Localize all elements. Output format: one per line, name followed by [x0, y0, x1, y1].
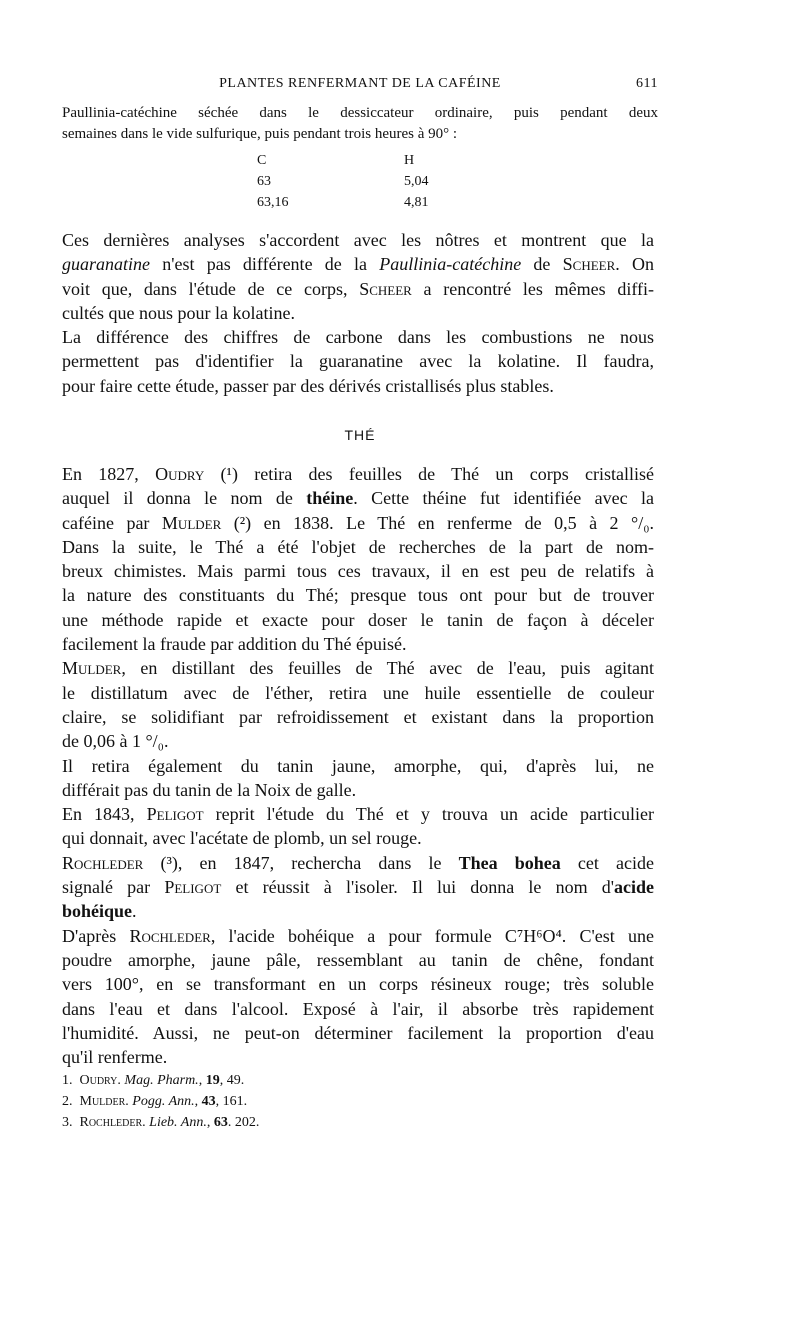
- text-line: vers 100°, en se transformant en un corps résineux rouge; très soluble: [62, 974, 654, 995]
- text-line: En 1827, Oudry (¹) retira des feuilles de Thé un corps cristallisé: [62, 464, 654, 484]
- paragraph: [62, 754, 654, 803]
- table-cell: 4,81: [404, 194, 429, 210]
- running-header: [62, 76, 658, 98]
- text-line: semaines dans le vide sulfurique, puis pendant trois heures à 90° :: [62, 126, 458, 142]
- text-line: dans l'eau et dans l'alcool. Exposé à l'air, il absorbe très rapidement: [62, 998, 654, 1019]
- section-heading: THÉ: [344, 427, 376, 443]
- text-line: signalé par Peligot et réussit à l'isoler. Il lui donna le nom d'acide: [62, 877, 655, 898]
- text-line: breux chimistes. Mais parmi tous ces travaux, il en est peu de relatifs à: [62, 561, 654, 582]
- text-line: guaranatine n'est pas différente de la Paullinia-catéchine de Scheer. On: [62, 254, 654, 275]
- text-line: facilement la fraude par addition du Thé épuisé.: [62, 634, 407, 655]
- text-line: de 0,06 à 1 °/₀.: [62, 731, 169, 752]
- text-line: qui donnait, avec l'acétate de plomb, un sel rouge.: [62, 828, 422, 849]
- text-line: Mulder, en distillant des feuilles de Thé avec de l'eau, puis agitant: [62, 658, 654, 679]
- text-line: Il retira également du tanin jaune, amorphe, qui, d'après lui, ne: [62, 755, 654, 776]
- text-line: cultés que nous pour la kolatine.: [62, 302, 295, 323]
- table-header-cell: H: [404, 152, 415, 168]
- footnote: 3. Rochleder. Lieb. Ann., 63. 202.: [62, 1115, 260, 1130]
- paragraph: [62, 924, 654, 1070]
- table-row: [257, 171, 429, 192]
- page-number: 611: [636, 76, 658, 91]
- table-header-cell: C: [257, 152, 267, 168]
- paragraph: [62, 228, 654, 325]
- text-line: D'après Rochleder, l'acide bohéique a pour formule C⁷H⁶O⁴. C'est une: [62, 925, 654, 946]
- table-header-row: [257, 150, 429, 171]
- table-row: [257, 192, 429, 213]
- paragraph: [62, 535, 654, 656]
- text-line: Dans la suite, le Thé a été l'objet de recherches de la part de nom-: [62, 536, 654, 557]
- text-line: Paullinia-catéchine séchée dans le dessiccateur ordinaire, puis pendant deux: [62, 105, 658, 121]
- text-line: poudre amorphe, jaune pâle, ressemblant au tanin de chêne, fondant: [62, 949, 654, 970]
- paragraph: [62, 851, 654, 924]
- analysis-table: [257, 150, 429, 213]
- text-line: différait pas du tanin de la Noix de galle.: [62, 779, 357, 800]
- text-line: La différence des chiffres de carbone dans les combustions ne nous: [62, 327, 654, 348]
- text-line: caféine par Mulder (²) en 1838. Le Thé en renferme de 0,5 à 2 °/₀.: [62, 512, 655, 533]
- paragraph: [62, 656, 654, 753]
- paragraph: [62, 462, 654, 535]
- text-line: pour faire cette étude, passer par des dérivés cristallisés plus stables.: [62, 375, 554, 396]
- analysis-intro: [62, 103, 658, 145]
- text-line: bohéique.: [62, 901, 137, 922]
- text-line: qu'il renferme.: [62, 1047, 168, 1068]
- tea-section-body: [62, 462, 654, 1069]
- table-cell: 63: [257, 173, 271, 189]
- table-cell: 63,16: [257, 194, 289, 210]
- discussion-block: [62, 228, 654, 398]
- text-line: une méthode rapide et exacte pour doser le tanin de façon à déceler: [62, 609, 654, 630]
- text-line: permettent pas d'identifier la guaranatine avec la kolatine. Il faudra,: [62, 351, 654, 372]
- footnote: 2. Mulder. Pogg. Ann., 43, 161.: [62, 1094, 248, 1109]
- footnotes: [62, 1070, 658, 1133]
- text-line: l'humidité. Aussi, ne peut-on déterminer facilement la proportion d'eau: [62, 1022, 654, 1043]
- text-line: auquel il donna le nom de théine. Cette théine fut identifiée avec la: [62, 488, 654, 509]
- text-line: claire, se solidifiant par refroidissement et existant dans la proportion: [62, 706, 654, 727]
- table-cell: 5,04: [404, 173, 429, 189]
- text-line: Rochleder (³), en 1847, rechercha dans le Thea bohea cet acide: [62, 852, 654, 873]
- text-line: le distillatum avec de l'éther, retira une huile essentielle de couleur: [62, 682, 654, 703]
- running-title: PLANTES RENFERMANT DE LA CAFÉINE: [219, 76, 501, 91]
- paragraph: [62, 802, 654, 851]
- text-line: voit que, dans l'étude de ce corps, Scheer a rencontré les mêmes diffi-: [62, 278, 654, 299]
- text-line: la nature des constituants du Thé; presque tous ont pour but de trouver: [62, 585, 654, 606]
- footnote: 1. Oudry. Mag. Pharm., 19, 49.: [62, 1073, 245, 1088]
- text-line: En 1843, Peligot reprit l'étude du Thé et y trouva un acide particulier: [62, 804, 655, 825]
- paragraph: [62, 325, 654, 398]
- text-line: Ces dernières analyses s'accordent avec les nôtres et montrent que la: [62, 230, 654, 250]
